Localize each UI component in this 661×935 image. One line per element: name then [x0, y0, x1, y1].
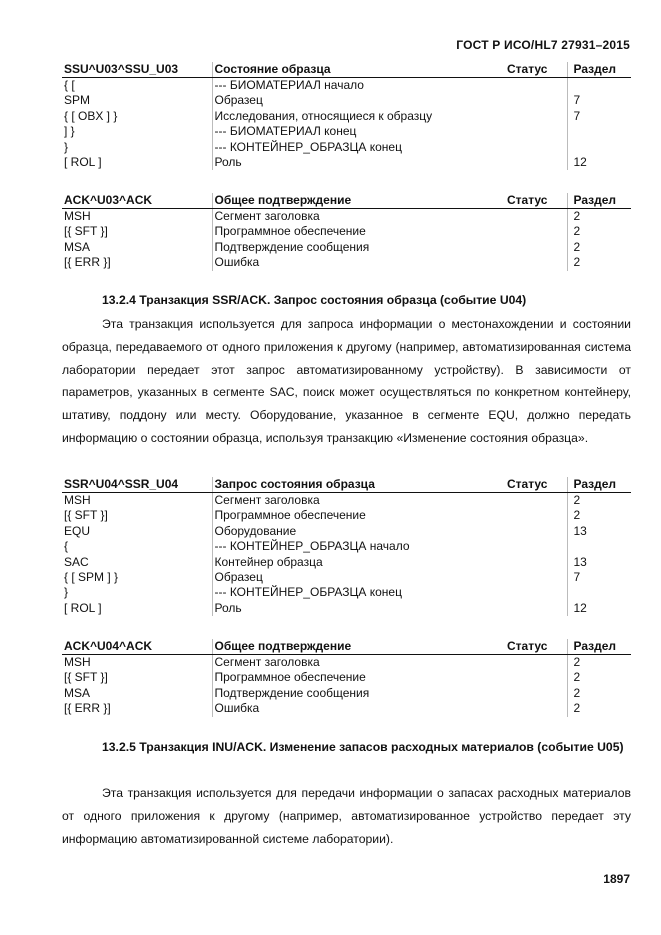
- status-cell: [505, 240, 567, 255]
- segment-cell: [{ SFT }]: [62, 508, 212, 523]
- status-cell: [505, 585, 567, 600]
- description-cell: Сегмент заголовка: [214, 655, 320, 669]
- section-cell: [567, 585, 631, 600]
- header-status: Статус: [505, 193, 567, 209]
- description-cell: Подтверждение сообщения: [214, 239, 370, 254]
- segment-cell: EQU: [62, 524, 212, 539]
- description-cell: Ошибка: [214, 701, 260, 716]
- section-cell: [567, 78, 631, 94]
- table-row: [62, 686, 631, 701]
- header-section: Раздел: [567, 477, 631, 493]
- segment-cell: SAC: [62, 555, 212, 570]
- table-row: [62, 124, 631, 139]
- section-heading-13-2-5: 13.2.5 Транзакция INU/ACK. Изменение запасов расходных материалов (событие U05): [102, 740, 624, 754]
- description-cell: Роль: [214, 155, 242, 170]
- table-row: [62, 78, 631, 94]
- section-cell: 2: [573, 655, 581, 669]
- segment-cell: [{ SFT }]: [62, 224, 212, 239]
- header-description: Общее подтверждение: [212, 639, 505, 655]
- status-cell: [505, 124, 567, 139]
- description-cell: Ошибка: [214, 255, 260, 270]
- segment-cell: MSH: [62, 655, 212, 671]
- table-row: [62, 140, 631, 155]
- section-heading-13-2-4: 13.2.4 Транзакция SSR/ACK. Запрос состояния образца (событие U04): [102, 293, 527, 307]
- header-status: Статус: [505, 62, 567, 78]
- table-row: [62, 655, 631, 671]
- status-cell: [505, 493, 567, 509]
- description-cell: --- КОНТЕЙНЕР_ОБРАЗЦА конец: [214, 585, 402, 600]
- table-header-row: [62, 477, 631, 493]
- section-cell: 12: [573, 600, 587, 615]
- section-cell: 2: [573, 685, 581, 700]
- status-cell: [505, 78, 567, 94]
- status-cell: [505, 539, 567, 554]
- table-row: [62, 224, 631, 239]
- segment-cell: MSH: [62, 493, 212, 509]
- header-description: Состояние образца: [212, 62, 505, 78]
- table-row: [62, 524, 631, 539]
- segment-cell: MSA: [62, 686, 212, 701]
- table-row: [62, 493, 631, 509]
- section-cell: 2: [573, 239, 581, 254]
- status-cell: [505, 555, 567, 570]
- page-number: 1897: [603, 872, 630, 886]
- header-segment: SSR^U04^SSR_U04: [62, 477, 212, 493]
- table-row: [62, 670, 631, 685]
- description-cell: Подтверждение сообщения: [214, 685, 370, 700]
- description-cell: --- КОНТЕЙНЕР_ОБРАЗЦА начало: [214, 539, 410, 554]
- section-cell: 2: [573, 508, 581, 523]
- status-cell: [505, 655, 567, 671]
- table-row: [62, 601, 631, 616]
- section-cell: 13: [573, 523, 587, 538]
- segment-cell: [{ SFT }]: [62, 670, 212, 685]
- section-cell: 2: [573, 670, 581, 685]
- status-cell: [505, 570, 567, 585]
- table-row: [62, 555, 631, 570]
- document-header: ГОСТ Р ИСО/HL7 27931–2015: [456, 38, 630, 52]
- section-cell: 2: [573, 701, 581, 716]
- section-cell: [567, 140, 631, 155]
- segment-cell: [{ ERR }]: [62, 255, 212, 270]
- description-cell: Программное обеспечение: [214, 670, 366, 685]
- description-cell: Образец: [214, 93, 263, 108]
- table-row: [62, 109, 631, 124]
- segment-cell: [{ ERR }]: [62, 701, 212, 716]
- status-cell: [505, 155, 567, 170]
- section-cell: [567, 539, 631, 554]
- header-status: Статус: [505, 639, 567, 655]
- status-cell: [505, 224, 567, 239]
- table-row: [62, 240, 631, 255]
- table-row: [62, 585, 631, 600]
- table-ssr-u04: [62, 477, 631, 616]
- section-cell: 13: [573, 554, 587, 569]
- section-cell: 7: [573, 93, 581, 108]
- description-cell: --- КОНТЕЙНЕР_ОБРАЗЦА конец: [214, 139, 402, 154]
- segment-cell: MSA: [62, 240, 212, 255]
- description-cell: Программное обеспечение: [214, 224, 366, 239]
- header-status: Статус: [505, 477, 567, 493]
- section-cell: 2: [573, 209, 581, 223]
- section-paragraph-13-2-5: Эта транзакция используется для передачи информации о запасах расходных материалов от одного приложения к другому (например, автоматизированное устройство передает эту информацию автоматизированной системе лаборатории).: [62, 786, 631, 846]
- status-cell: [505, 670, 567, 685]
- table-header-row: [62, 639, 631, 655]
- header-segment: SSU^U03^SSU_U03: [62, 62, 212, 78]
- table-ssu-u03: [62, 62, 631, 170]
- table-row: [62, 155, 631, 170]
- segment-cell: SPM: [62, 93, 212, 108]
- segment-cell: }: [62, 585, 212, 600]
- header-section: Раздел: [567, 62, 631, 78]
- description-cell: --- БИОМАТЕРИАЛ конец: [214, 124, 357, 139]
- description-cell: --- БИОМАТЕРИАЛ начало: [214, 78, 364, 92]
- description-cell: Оборудование: [214, 523, 297, 538]
- header-segment: ACK^U04^ACK: [62, 639, 212, 655]
- status-cell: [505, 524, 567, 539]
- header-segment: ACK^U03^ACK: [62, 193, 212, 209]
- segment-cell: ] }: [62, 124, 212, 139]
- section-cell: 12: [573, 155, 587, 170]
- table-row: [62, 209, 631, 225]
- status-cell: [505, 93, 567, 108]
- header-section: Раздел: [567, 193, 631, 209]
- section-cell: [567, 124, 631, 139]
- description-cell: Роль: [214, 600, 242, 615]
- table-row: [62, 701, 631, 716]
- description-cell: Образец: [214, 570, 263, 585]
- table-header-row: [62, 193, 631, 209]
- status-cell: [505, 109, 567, 124]
- segment-cell: {: [62, 539, 212, 554]
- table-row: [62, 570, 631, 585]
- description-cell: Сегмент заголовка: [214, 493, 320, 507]
- status-cell: [505, 508, 567, 523]
- header-description: Запрос состояния образца: [212, 477, 505, 493]
- segment-cell: [ ROL ]: [62, 155, 212, 170]
- segment-cell: }: [62, 140, 212, 155]
- status-cell: [505, 209, 567, 225]
- segment-cell: { [ OBX ] }: [62, 109, 212, 124]
- description-cell: Контейнер образца: [214, 554, 323, 569]
- header-description: Общее подтверждение: [212, 193, 505, 209]
- status-cell: [505, 140, 567, 155]
- table-row: [62, 508, 631, 523]
- segment-cell: MSH: [62, 209, 212, 225]
- description-cell: Сегмент заголовка: [214, 209, 320, 223]
- table-ack-u03: [62, 193, 631, 271]
- table-ack-u04: [62, 639, 631, 717]
- table-row: [62, 539, 631, 554]
- segment-cell: [ ROL ]: [62, 601, 212, 616]
- section-cell: 7: [573, 108, 581, 123]
- table-row: [62, 93, 631, 108]
- section-paragraph-13-2-4: Эта транзакция используется для запроса информации о местонахождении и состоянии образца, передаваемого от одного приложения к другому (например, автоматизированная система лаборатории передает этот запрос автоматизированному устройству). В зависимости от параметров, указанных в сегменте SAC, поиск может осуществляться по конкретном контейнеру, штативу, поддону или месту. Оборудование, указанное в сегменте EQU, должно передать информацию о состоянии образца, используя транзакцию «Изменение состояния образца».: [62, 317, 631, 445]
- segment-cell: { [: [62, 78, 212, 94]
- status-cell: [505, 255, 567, 270]
- table-header-row: [62, 62, 631, 78]
- description-cell: Программное обеспечение: [214, 508, 366, 523]
- description-cell: Исследования, относящиеся к образцу: [214, 108, 433, 123]
- section-cell: 2: [573, 255, 581, 270]
- header-section: Раздел: [567, 639, 631, 655]
- status-cell: [505, 701, 567, 716]
- segment-cell: { [ SPM ] }: [62, 570, 212, 585]
- section-cell: 2: [573, 224, 581, 239]
- status-cell: [505, 601, 567, 616]
- status-cell: [505, 686, 567, 701]
- section-cell: 7: [573, 570, 581, 585]
- section-cell: 2: [573, 493, 581, 507]
- table-row: [62, 255, 631, 270]
